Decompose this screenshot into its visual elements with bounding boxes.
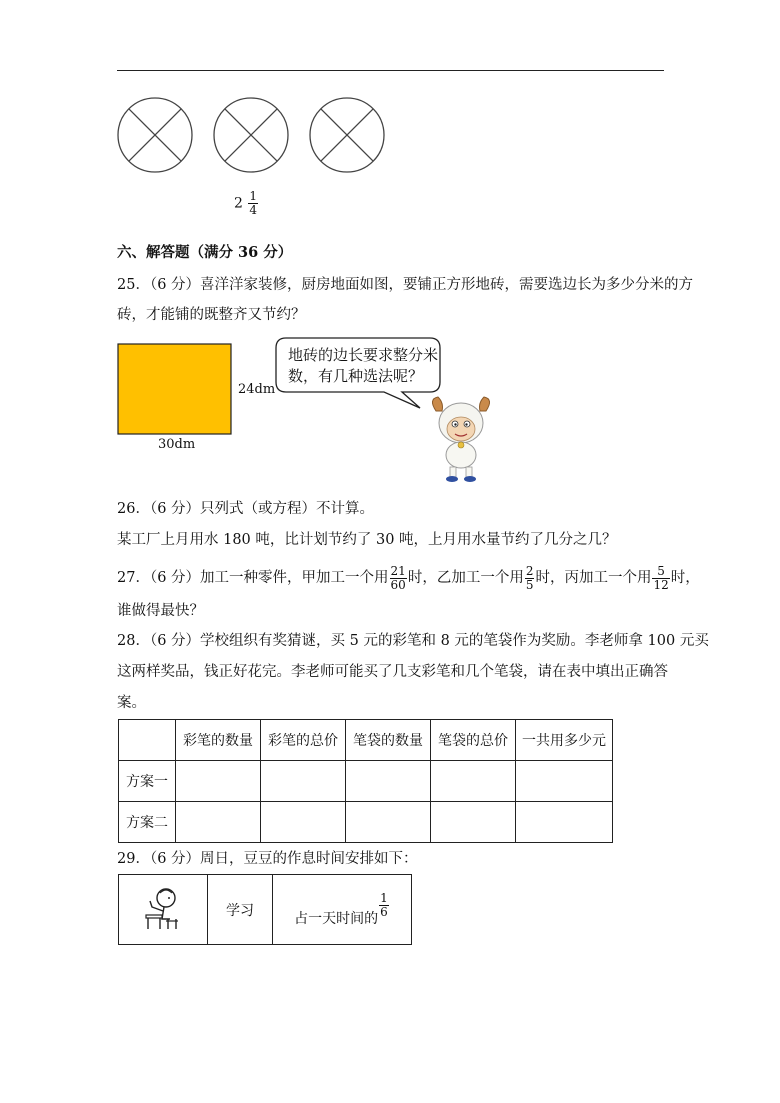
q27-line2: 谁做得最快？ xyxy=(117,603,204,619)
answer-cell[interactable] xyxy=(431,802,516,843)
q26-line2: 某工厂上月用水 180 吨，比计划节约了 30 吨，上月用水量节约了几分之几？ xyxy=(117,532,617,548)
table-row xyxy=(119,875,412,945)
answer-cell[interactable] xyxy=(176,802,261,843)
study-icon-cell xyxy=(119,875,208,945)
q28-line2: 这两样奖品，钱正好花完。李老师可能买了几支彩笔和几个笔袋，请在表中填出正确答 xyxy=(117,664,668,680)
height-label: 24dm xyxy=(238,382,276,397)
mixed-number: 2 $\frac{1}{4}$ xyxy=(234,189,258,217)
q26-line1: 26．（6 分）只列式（或方程）不计算。 xyxy=(117,501,375,517)
q28-line1: 28．（6 分）学校组织有奖猜谜，买 5 元的彩笔和 8 元的笔袋作为奖励。李老师拿 100 元买 xyxy=(117,633,709,649)
q25-line1: 25．（6 分）喜洋洋家装修，厨房地面如图，要铺正方形地砖，需要选边长为多少分米的方 xyxy=(117,277,694,293)
table-row xyxy=(119,761,613,802)
header-cell-3: 笔袋的数量 xyxy=(346,720,431,761)
header-cell-4: 笔袋的总价 xyxy=(431,720,516,761)
answer-cell[interactable] xyxy=(261,761,346,802)
table-header-row xyxy=(119,720,613,761)
row-label: 方案二 xyxy=(119,802,176,843)
bubble-text: 地砖的边长要求整分米 数，有几种选法呢？ xyxy=(288,346,439,385)
time-share-cell: 占一天时间的 $\frac{1}{6}$ xyxy=(273,875,412,945)
quartered-circles xyxy=(110,95,395,180)
q27-line1: 27．（6 分）加工一种零件，甲加工一个用 $\frac{21}{60}$ 时，乙加工一个用 $\frac{2}{5}$ 时，丙加工一个用 $\frac{5}{12}$ 时， xyxy=(117,563,700,592)
section-title: 六、解答题（满分 36 分） xyxy=(117,244,293,261)
answer-cell[interactable] xyxy=(516,802,613,843)
answer-cell[interactable] xyxy=(346,761,431,802)
header-rule xyxy=(117,70,664,71)
schedule-table xyxy=(118,874,412,945)
kitchen-floor-rect xyxy=(117,343,234,437)
answer-cell[interactable] xyxy=(431,761,516,802)
q28-line3: 案。 xyxy=(117,695,146,711)
table-row xyxy=(119,802,613,843)
header-cell-0 xyxy=(119,720,176,761)
width-label: 30dm xyxy=(158,437,196,452)
sheep-character-icon xyxy=(428,393,494,485)
answer-cell[interactable] xyxy=(176,761,261,802)
studying-child-icon xyxy=(138,885,188,931)
header-cell-5: 一共用多少元 xyxy=(516,720,613,761)
circle-2 xyxy=(214,98,288,172)
answer-cell[interactable] xyxy=(261,802,346,843)
circle-3 xyxy=(310,98,384,172)
q29-line1: 29．（6 分）周日，豆豆的作息时间安排如下： xyxy=(117,851,418,867)
activity-cell: 学习 xyxy=(208,875,273,945)
header-cell-1: 彩笔的数量 xyxy=(176,720,261,761)
row-label: 方案一 xyxy=(119,761,176,802)
answer-table xyxy=(118,719,613,843)
answer-cell[interactable] xyxy=(346,802,431,843)
circle-1 xyxy=(118,98,192,172)
answer-cell[interactable] xyxy=(516,761,613,802)
header-cell-2: 彩笔的总价 xyxy=(261,720,346,761)
q25-line2: 砖，才能铺的既整齐又节约？ xyxy=(117,307,306,323)
